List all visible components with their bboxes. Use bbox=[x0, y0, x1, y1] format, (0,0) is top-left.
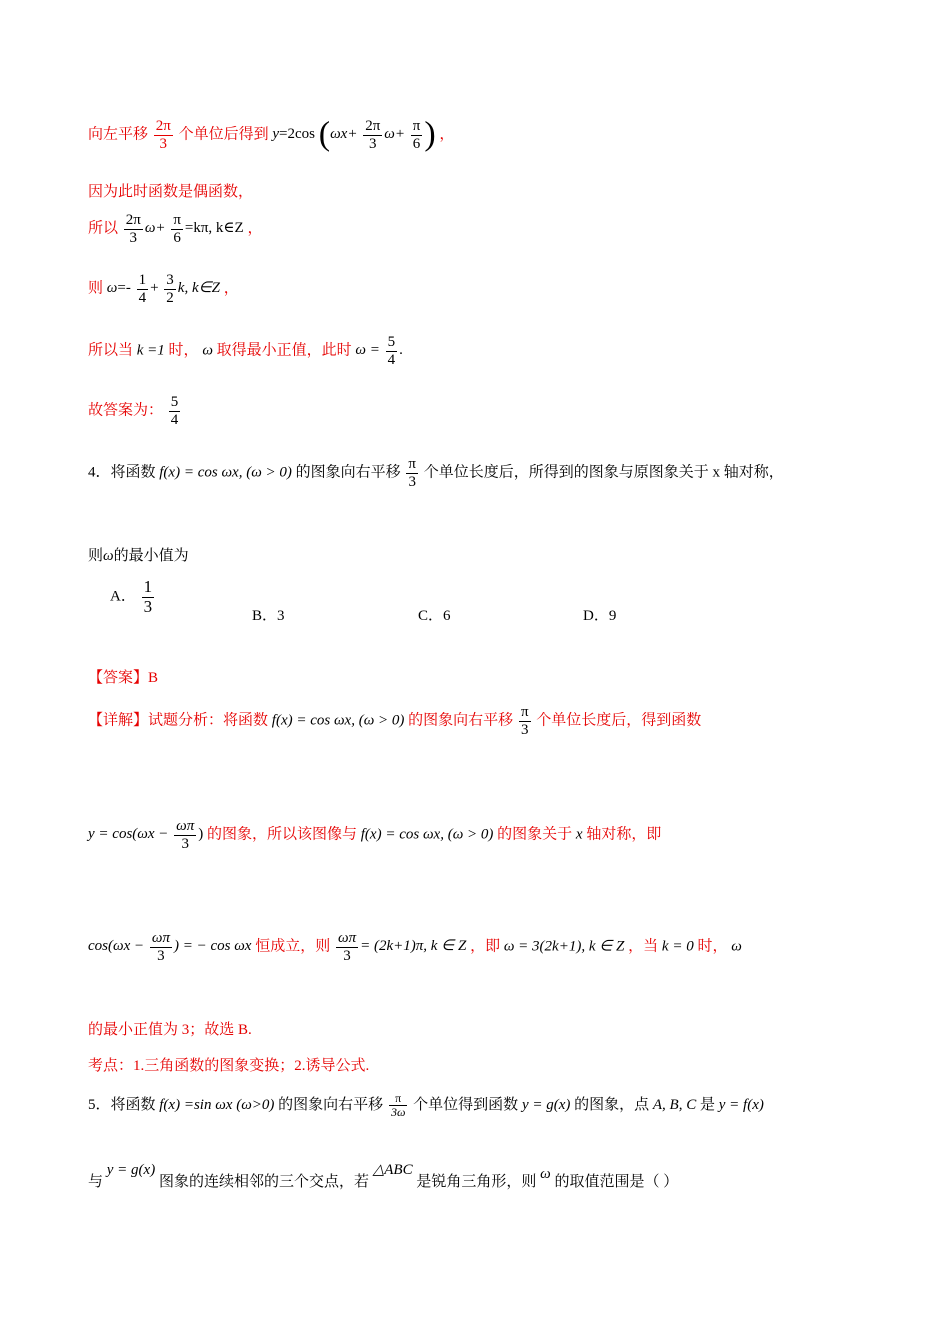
answer-fraction: $\frac{5}{4}$ bbox=[170, 394, 179, 428]
formula: y = cos(ωx − $\frac{\omega\pi}{3}$ ) bbox=[88, 818, 204, 852]
formula: $\frac{2\pi}{3}$ ω+ $\frac{\pi}{6}$ =kπ, k∈Z bbox=[125, 212, 244, 246]
solution-line-1 bbox=[88, 118, 454, 152]
answer: 【答案】B bbox=[88, 670, 159, 686]
solution-line-5: 所以当 k =1 时， ω 取得最小正值，此时 ω = $\frac{5}{4}$ . bbox=[88, 334, 403, 368]
formula: ω=- $\frac{1}{4}$ + $\frac{3}{2}$ k, k∈Z bbox=[106, 272, 221, 306]
question-5-line-2: 与 y = g(x) 图象的连续相邻的三个交点，若 △ABC 是锐角三角形，则 ω 的取值范围是（ ） bbox=[88, 1162, 679, 1190]
text: ， bbox=[439, 126, 455, 143]
fraction-2pi-3: $\frac{2\pi}{3}$ bbox=[155, 118, 171, 152]
text: 向左平移 bbox=[88, 126, 149, 143]
formula: cos(ωx − $\frac{\omega\pi}{3}$ ) = − cos ωx bbox=[88, 930, 252, 964]
detail-line-2: y = cos(ωx − $\frac{\omega\pi}{3}$ ) 的图象，所以该图像与 f(x) = cos ωx, (ω > 0) 的图象关于 x 轴对称，即 bbox=[88, 818, 662, 852]
formula: y = g(x) bbox=[521, 1097, 571, 1114]
formula: y = f(x) bbox=[718, 1097, 764, 1114]
detail-line-1: 【详解】试题分析：将函数 f(x) = cos ωx, (ω > 0) 的图象向右平移 $\frac{\pi}{3}$ 个单位长度后，得到函数 bbox=[88, 704, 702, 738]
formula: f(x) = cos ωx, (ω > 0) bbox=[360, 826, 494, 843]
solution-answer: 故答案为： $\frac{5}{4}$ bbox=[88, 394, 179, 428]
option-c[interactable]: C．6 bbox=[418, 608, 451, 624]
fraction-pi-3: $\frac{\pi}{3}$ bbox=[408, 456, 416, 490]
text: 个单位后得到 bbox=[178, 126, 269, 143]
formula: △ABC bbox=[372, 1162, 413, 1178]
formula: f(x) = cos ωx, (ω > 0) bbox=[271, 712, 405, 729]
formula: y = g(x) bbox=[106, 1162, 156, 1178]
formula: f(x) =sin ωx (ω>0) bbox=[159, 1097, 275, 1114]
formula: y=2cos (ωx+ $\frac{2\pi}{3}$ ω+ $\frac{\pi}{6}$ ) bbox=[272, 116, 436, 153]
question-5: 5．将函数 f(x) =sin ωx (ω>0) 的图象向右平移 $\frac{\pi}{3\omega}$ 个单位得到函数 y = g(x) 的图象，点 A, B, C 是 y = f(x) bbox=[88, 1091, 764, 1120]
formula: $\frac{\omega\pi}{3}$ = (2k+1)π, k ∈ Z bbox=[337, 930, 467, 964]
formula: ω = 3(2k+1), k ∈ Z bbox=[503, 938, 625, 955]
question-4: 4．将函数 f(x) = cos ωx, (ω > 0) 的图象向右平移 $\frac{\pi}{3}$ 个单位长度后，所得到的图象与原图象关于 x 轴对称， bbox=[88, 456, 784, 490]
formula: k =1 bbox=[136, 342, 165, 359]
detail-knowledge-points: 考点：1.三角函数的图象变换；2.诱导公式. bbox=[88, 1058, 370, 1074]
text: 所以 bbox=[88, 220, 119, 237]
option-d[interactable]: D．9 bbox=[583, 608, 617, 624]
option-a[interactable]: A． $\frac{1}{3}$ bbox=[110, 577, 153, 616]
formula: ω = $\frac{5}{4}$ . bbox=[355, 334, 403, 368]
solution-line-4: 则 ω=- $\frac{1}{4}$ + $\frac{3}{2}$ k, k∈Z ， bbox=[88, 272, 239, 306]
formula: A, B, C bbox=[652, 1097, 697, 1114]
detail-line-4: 的最小正值为 3；故选 B. bbox=[88, 1022, 252, 1038]
fraction-pi-3: $\frac{\pi}{3}$ bbox=[520, 704, 529, 738]
formula: f(x) = cos ωx, (ω > 0) bbox=[159, 464, 292, 481]
solution-line-2: 因为此时函数是偶函数， bbox=[88, 184, 254, 200]
solution-line-3: 所以 $\frac{2\pi}{3}$ ω+ $\frac{\pi}{6}$ =kπ, k∈Z ， bbox=[88, 212, 263, 246]
question-4-line-2: 则ω的最小值为 bbox=[88, 548, 189, 564]
detail-line-3: cos(ωx − $\frac{\omega\pi}{3}$ ) = − cos ωx 恒成立，则 $\frac{\omega\pi}{3}$ = (2k+1)π, k ∈ Z ，即 ω = 3(2k+1), k ∈ Z ，当 k = 0 时， ω bbox=[88, 930, 742, 964]
fraction-pi-3w: $\frac{\pi}{3\omega}$ bbox=[390, 1091, 406, 1120]
formula: ω bbox=[202, 342, 213, 359]
option-b[interactable]: B．3 bbox=[252, 608, 285, 624]
